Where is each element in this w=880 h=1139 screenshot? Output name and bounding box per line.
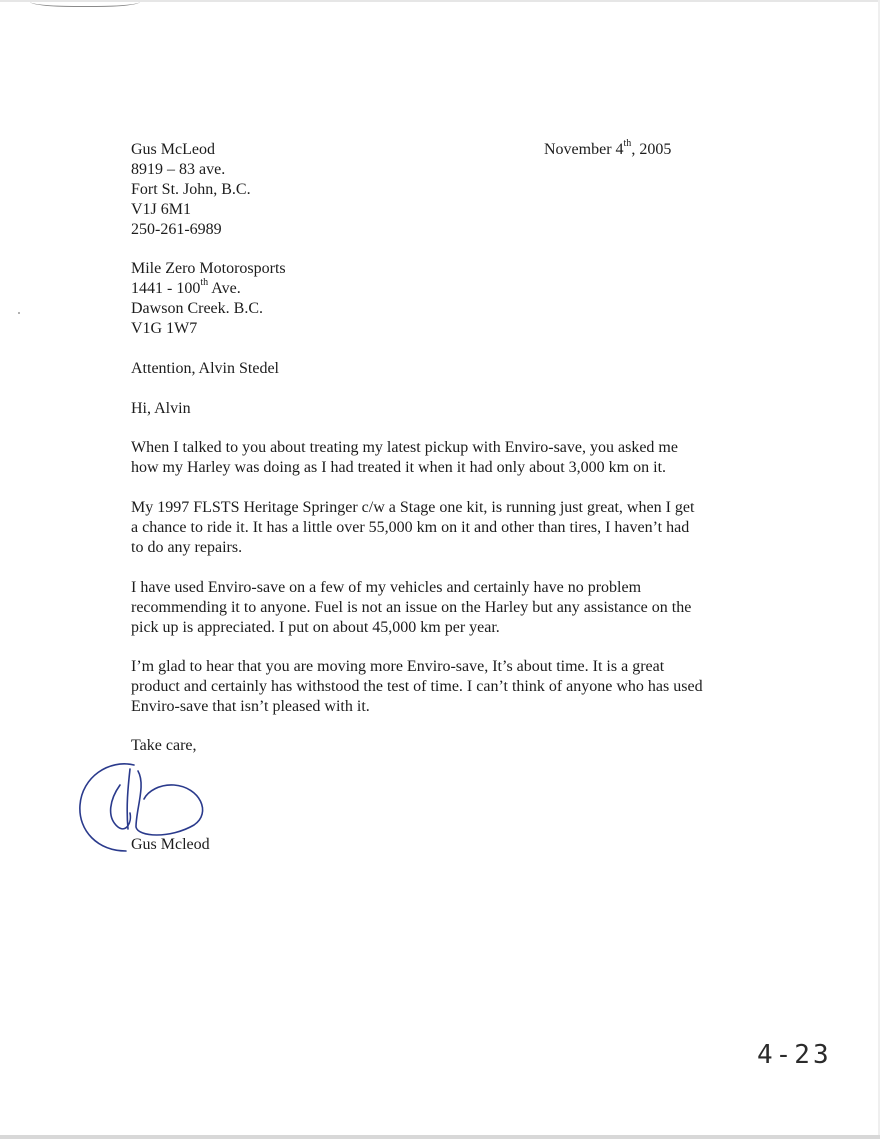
recipient-company: Mile Zero Motorosports [131,260,286,277]
body-paragraph-3 [131,578,771,638]
paragraph-line: When I talked to you about treating my latest pickup with Enviro-save, you asked me [131,439,678,456]
date-suffix: th [623,137,632,149]
page-number: 4-23 [757,1040,832,1070]
recipient-street-rest: Ave. [208,280,241,297]
sender-city: Fort St. John, B.C. [131,181,251,198]
closing: Take care, [131,737,197,754]
paragraph-line: My 1997 FLSTS Heritage Springer c/w a Stage one kit, is running just great, when I get [131,499,695,516]
sender-address [131,140,251,240]
recipient-street-number: 1441 - 100 [131,280,201,297]
signed-name: Gus Mcleod [131,836,210,853]
scan-bottom-edge [0,1135,880,1139]
scan-speck [18,312,20,314]
sender-postal: V1J 6M1 [131,201,192,218]
recipient-address [131,259,286,339]
sender-street: 8919 – 83 ave. [131,161,226,178]
paragraph-line: to do any repairs. [131,539,243,556]
paragraph-line: Enviro-save that isn’t pleased with it. [131,698,370,715]
recipient-street [131,276,286,299]
letter-date [544,137,672,160]
paragraph-line: pick up is appreciated. I put on about 45,000 km per year. [131,619,500,636]
paragraph-line: product and certainly has withstood the test of time. I can’t think of anyone who has used [131,678,703,695]
sender-name: Gus McLeod [131,141,215,158]
body-paragraph-1 [131,438,771,478]
scan-staple-mark [30,0,140,7]
sender-phone: 250-261-6989 [131,221,222,238]
body-paragraph-2 [131,498,771,558]
paragraph-line: a chance to ride it. It has a little over 55,000 km on it and other than tires, I haven’t had [131,519,690,536]
paragraph-line: how my Harley was doing as I had treated it when it had only about 3,000 km on it. [131,459,667,476]
paragraph-line: I have used Enviro-save on a few of my vehicles and certainly have no problem [131,579,642,596]
paragraph-line: recommending it to anyone. Fuel is not an issue on the Harley but any assistance on the [131,599,692,616]
body-paragraph-4 [131,657,771,717]
date-month-day: November 4 [544,141,624,158]
recipient-street-suffix: th [200,276,209,288]
date-year: , 2005 [631,141,672,158]
recipient-postal: V1G 1W7 [131,320,198,337]
paragraph-line: I’m glad to hear that you are moving more Enviro-save, It’s about time. It is a great [131,658,665,675]
attention-line: Attention, Alvin Stedel [131,360,279,377]
greeting: Hi, Alvin [131,400,191,417]
recipient-city: Dawson Creek. B.C. [131,300,263,317]
